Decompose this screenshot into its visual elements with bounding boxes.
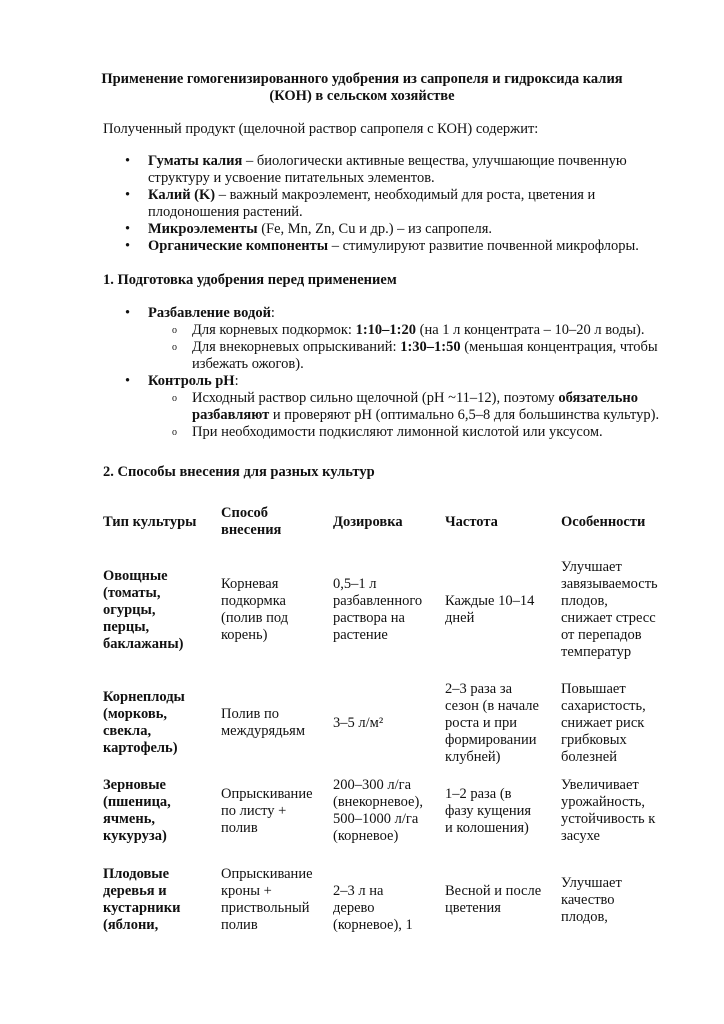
cell-line: кроны + xyxy=(221,883,272,899)
cell-line: раствора на xyxy=(333,610,405,626)
cell-line: деревья и xyxy=(103,883,167,899)
cell-line: от перепадов xyxy=(561,627,642,643)
cell-line: снижает стресс xyxy=(561,610,656,626)
table-cell xyxy=(221,576,329,644)
components-list xyxy=(103,153,663,255)
table-cell xyxy=(445,681,557,766)
cell-line: урожайность, xyxy=(561,794,645,810)
cell-line: Особенности xyxy=(561,513,646,530)
cell-line: Улучшает xyxy=(561,559,622,575)
table-cell xyxy=(561,681,701,766)
sub-list-item: o Для корневых подкормок: 1:10–1:20 (на 1 л концентрата – 10–20 л воды). xyxy=(103,322,693,339)
cell-line: плодов, xyxy=(561,593,608,609)
table-header-cell xyxy=(445,514,557,531)
cell-line: Способ xyxy=(221,505,269,521)
list-item: • Органические компоненты – стимулируют развитие почвенной микрофлоры. xyxy=(103,238,663,255)
cell-line: перцы, xyxy=(103,618,150,635)
cell-line: свекла, xyxy=(103,723,152,739)
document-title: Применение гомогенизированного удобрения из сапропеля и гидроксида калия (КОН) в сельском хозяйстве xyxy=(101,71,623,104)
cell-line: (яблони, xyxy=(103,917,159,933)
cell-line: 200–300 л/га xyxy=(333,777,412,793)
cell-line: дерево xyxy=(333,900,375,916)
cell-line: (томаты, xyxy=(103,584,161,601)
cell-line: устойчивость к xyxy=(561,811,656,827)
cell-line: сезон (в начале xyxy=(445,697,539,714)
table-header-cell xyxy=(103,514,213,531)
cell-line: растение xyxy=(333,627,388,643)
cell-line: (корневое) xyxy=(333,828,399,844)
cell-line: Опрыскивание xyxy=(221,785,313,802)
cell-line: разбавленного xyxy=(333,593,423,609)
cell-line: (полив под xyxy=(221,610,289,626)
cell-line: температур xyxy=(561,644,632,660)
table-cell xyxy=(103,689,213,757)
cell-line: Полив по xyxy=(221,706,280,722)
preparation-list xyxy=(103,305,693,441)
table-cell xyxy=(561,875,701,926)
cell-line: Улучшает xyxy=(561,875,622,891)
cell-line: 500–1000 л/га xyxy=(333,811,419,827)
table-cell xyxy=(333,777,443,845)
cell-line: Опрыскивание xyxy=(221,866,313,882)
list-item: • Микроэлементы (Fe, Mn, Zn, Cu и др.) – из сапропеля. xyxy=(103,221,663,238)
cell-line: ячмень, xyxy=(103,811,155,827)
cell-line: клубней) xyxy=(445,748,501,765)
cell-line: Весной и после xyxy=(445,883,542,899)
cell-line: и колошения) xyxy=(445,819,529,836)
section-1-heading: 1. Подготовка удобрения перед применением xyxy=(103,272,397,288)
cell-line: Овощные xyxy=(103,567,168,584)
cell-line: внесения xyxy=(221,522,282,538)
cell-line: (внекорневое), xyxy=(333,794,423,810)
cell-line: полив xyxy=(221,819,258,836)
table-header-cell xyxy=(561,514,701,531)
cell-line: фазу кущения xyxy=(445,802,532,819)
list-item-dilution: • Разбавление водой: xyxy=(103,305,693,322)
list-item-ph: • Контроль pH: xyxy=(103,373,693,390)
cell-line: качество xyxy=(561,892,615,908)
cell-line: по листу + xyxy=(221,802,287,819)
table-cell xyxy=(333,576,443,644)
cell-line: (пшеница, xyxy=(103,794,171,810)
cell-line: засухе xyxy=(561,828,600,844)
cell-line: корень) xyxy=(221,627,268,643)
cell-line: роста и при xyxy=(445,714,518,731)
table-cell xyxy=(221,866,329,934)
cell-line: 1–2 раза (в xyxy=(445,785,512,802)
cell-line: баклажаны) xyxy=(103,635,184,652)
list-item: • Гуматы калия – биологически активные вещества, улучшающие почвенную структуру и усвоение питательных элементов. xyxy=(103,153,663,187)
table-cell xyxy=(445,883,557,917)
cell-line: 2–3 раза за xyxy=(445,680,513,697)
sub-list-item: o При необходимости подкисляют лимонной кислотой или уксусом. xyxy=(103,424,693,441)
sub-list-item: o Для внекорневых опрыскиваний: 1:30–1:50 (меньшая концентрация, чтобы избежать ожогов). xyxy=(103,339,693,373)
list-item: • Калий (K) – важный макроэлемент, необходимый для роста, цветения и плодоношения растений. xyxy=(103,187,663,221)
table-cell xyxy=(221,706,329,740)
cell-line: цветения xyxy=(445,900,501,916)
cell-line: формировании xyxy=(445,731,537,748)
cell-line: картофель) xyxy=(103,740,178,756)
table-cell xyxy=(561,559,701,661)
cell-line: приствольный xyxy=(221,900,310,916)
cell-line: кукуруза) xyxy=(103,828,167,844)
cell-line: 3–5 л/м² xyxy=(333,714,384,731)
cell-line: болезней xyxy=(561,748,617,765)
cell-line: Зерновые xyxy=(103,777,166,793)
table-cell xyxy=(333,715,443,732)
table-header-cell xyxy=(221,505,329,539)
table-cell xyxy=(103,568,213,653)
cell-line: завязываемость xyxy=(561,576,658,592)
cell-line: плодов, xyxy=(561,909,608,925)
section-2-heading: 2. Способы внесения для разных культур xyxy=(103,464,375,480)
cell-line: Частота xyxy=(445,513,498,530)
cell-line: 0,5–1 л xyxy=(333,576,377,592)
cell-line: грибковых xyxy=(561,731,627,748)
cell-line: 2–3 л на xyxy=(333,883,384,899)
cell-line: (корневое), 1 xyxy=(333,917,413,933)
cell-line: Каждые 10–14 xyxy=(445,593,535,609)
table-cell xyxy=(221,786,329,837)
cell-line: междурядьям xyxy=(221,723,306,739)
table-cell xyxy=(103,866,213,934)
cell-line: полив xyxy=(221,917,258,933)
table-cell xyxy=(445,786,557,837)
cell-line: подкормка xyxy=(221,593,286,609)
intro-paragraph: Полученный продукт (щелочной раствор сапропеля с КОН) содержит: xyxy=(103,121,539,137)
sub-list-item: o Исходный раствор сильно щелочной (pH ~11–12), поэтому обязательно разбавляют и проверяют pH (оптимально 6,5–8 для большинства культур). xyxy=(103,390,693,424)
table-cell xyxy=(561,777,701,845)
cell-line: Тип культуры xyxy=(103,513,197,530)
cell-line: сахаристость, xyxy=(561,697,646,714)
table-cell xyxy=(333,883,443,934)
cell-line: Дозировка xyxy=(333,513,403,530)
cell-line: дней xyxy=(445,610,475,626)
cell-line: снижает риск xyxy=(561,714,645,731)
table-header-cell xyxy=(333,514,443,531)
cell-line: кустарники xyxy=(103,900,181,916)
table-cell xyxy=(103,777,213,845)
cell-line: огурцы, xyxy=(103,601,156,618)
cell-line: Повышает xyxy=(561,680,626,697)
cell-line: (морковь, xyxy=(103,706,168,722)
cell-line: Плодовые xyxy=(103,866,170,882)
cell-line: Корневая xyxy=(221,576,279,592)
table-cell xyxy=(445,593,557,627)
cell-line: Корнеплоды xyxy=(103,689,185,705)
cell-line: Увеличивает xyxy=(561,777,639,793)
